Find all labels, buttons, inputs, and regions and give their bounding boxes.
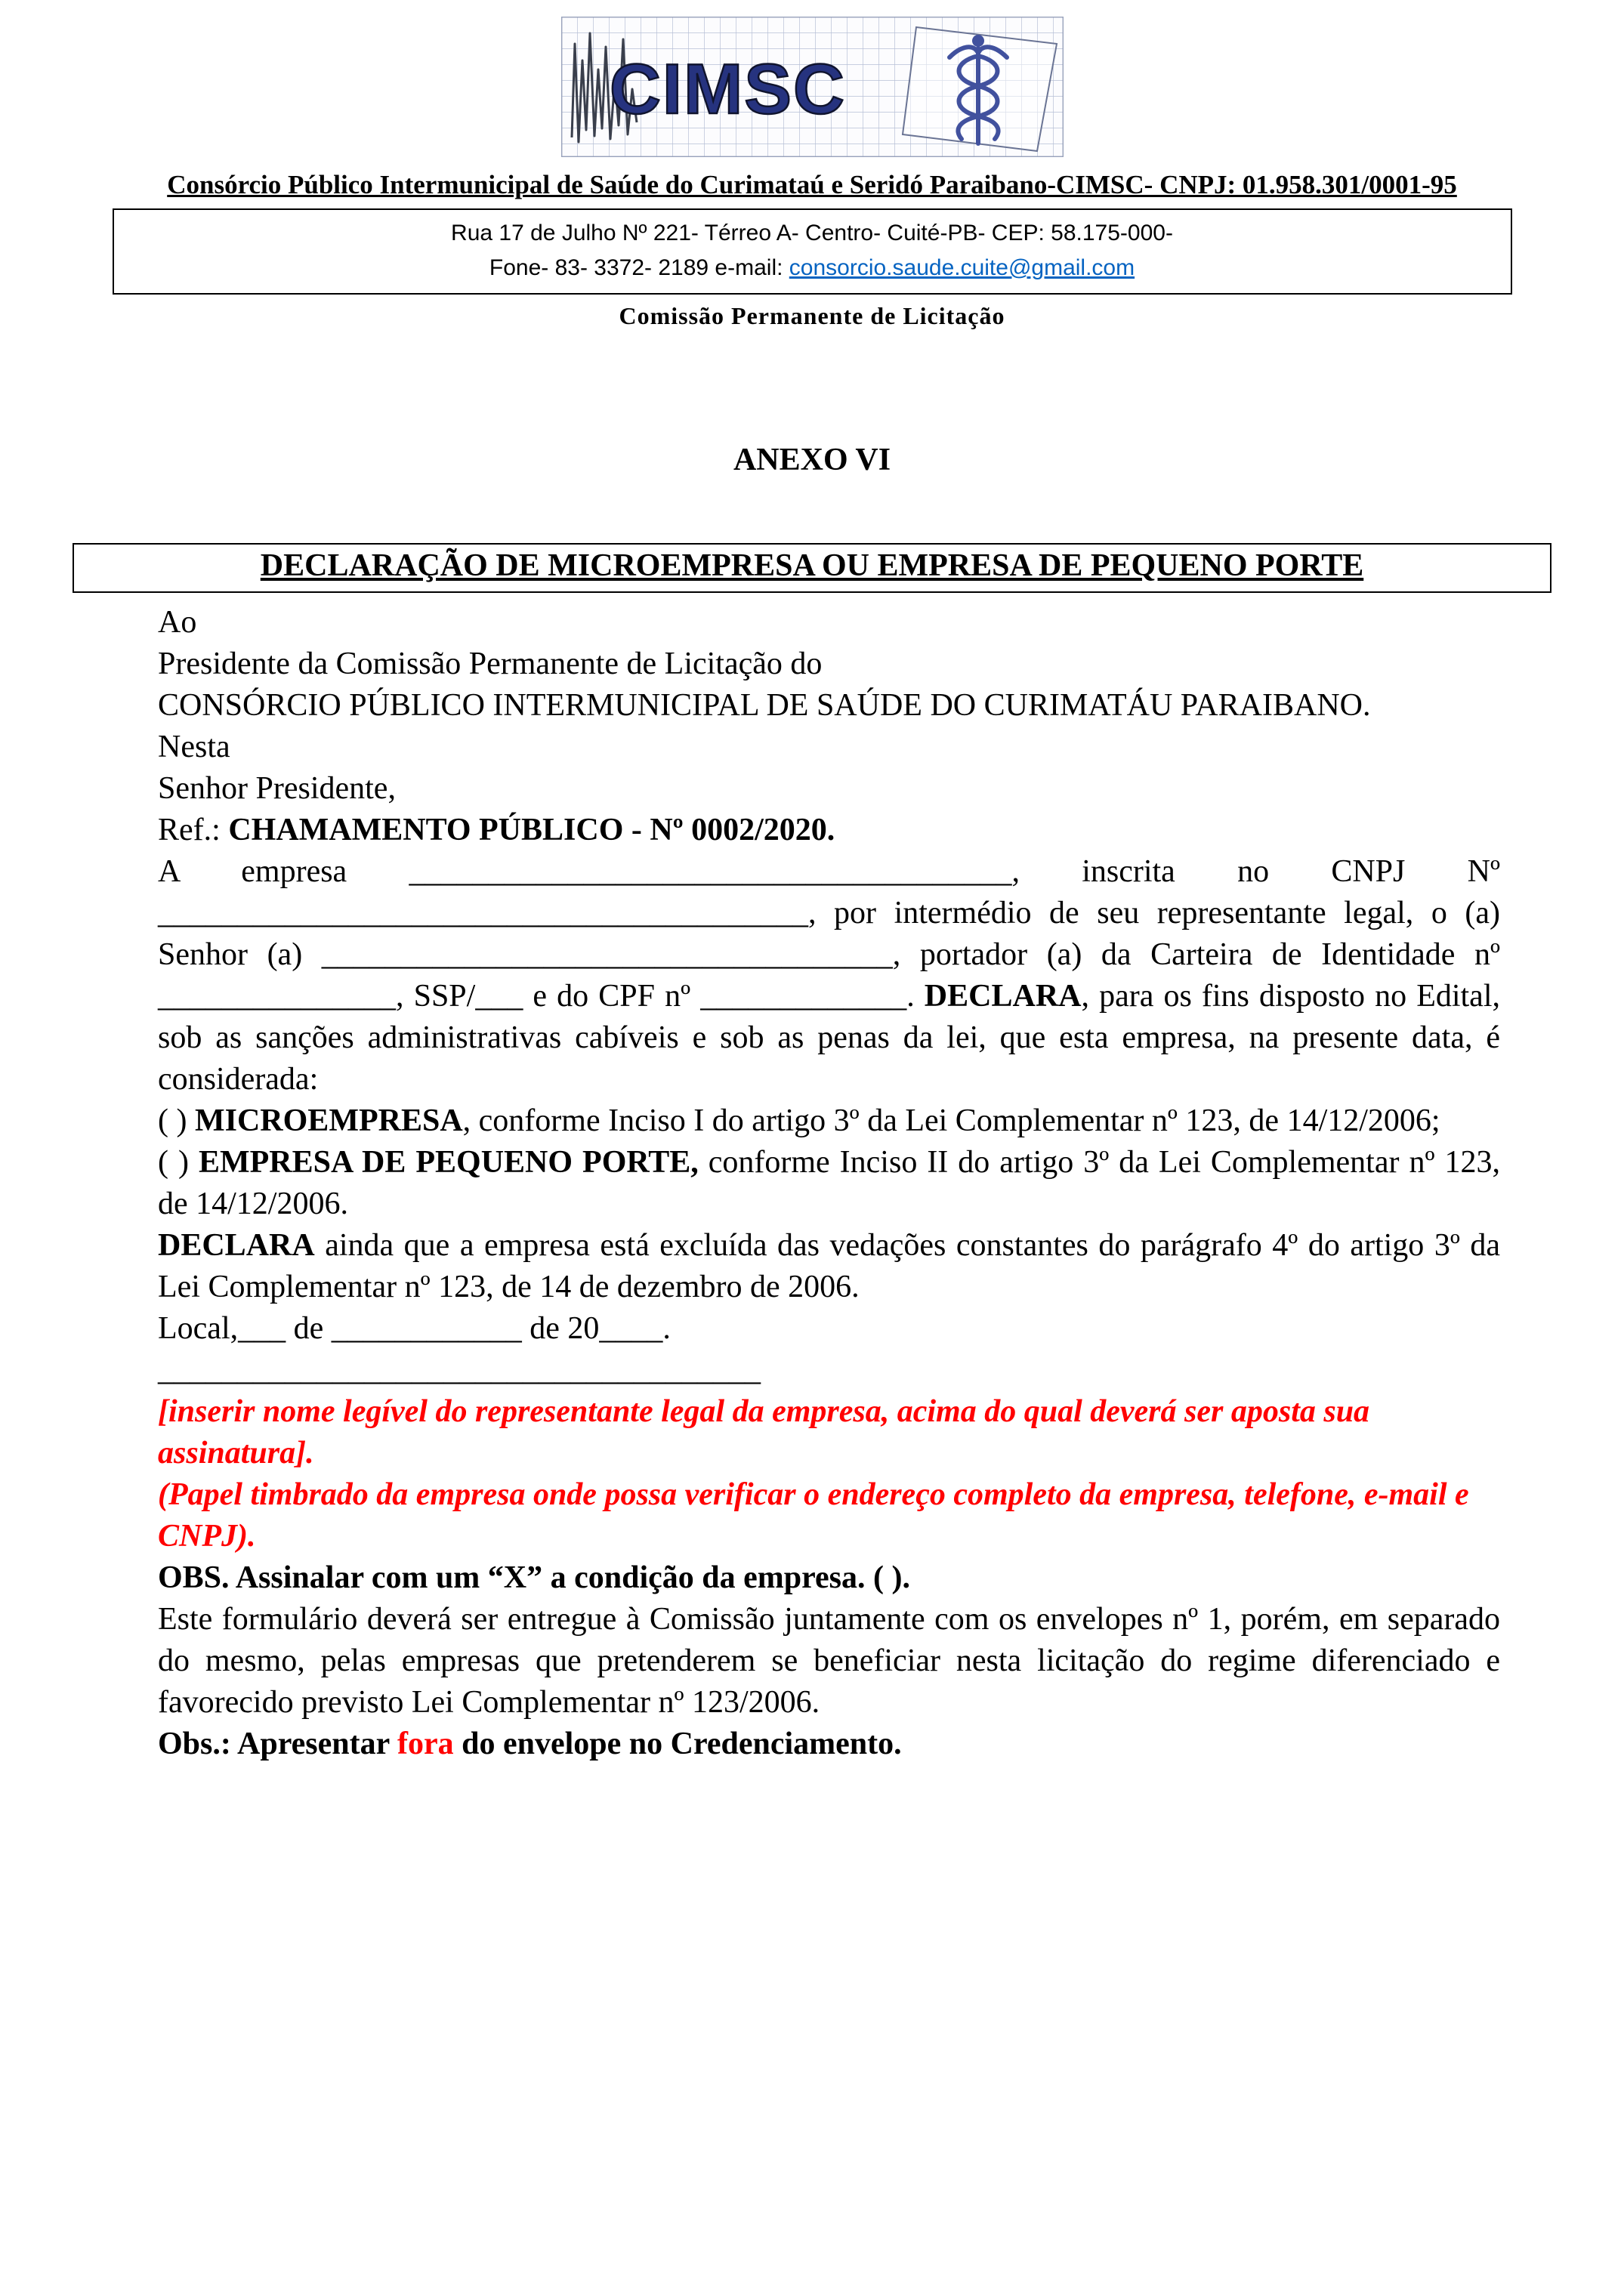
epp-option-line: ( ) EMPRESA DE PEQUENO PORTE, conforme Inciso II do artigo 3º da Lei Complementar nº 123, de 14/12/2006. bbox=[158, 1145, 1500, 1221]
address-line-1: Rua 17 de Julho Nº 221- Térreo A- Centro- Cuité-PB- CEP: 58.175-000- bbox=[451, 221, 1173, 245]
nesta-line: Nesta bbox=[158, 730, 230, 764]
phone-email-label: Fone- 83- 3372- 2189 e-mail: bbox=[489, 255, 789, 280]
declaration-title-box bbox=[73, 543, 1551, 593]
committee-label: Comissão Permanente de Licitação bbox=[619, 302, 1005, 329]
recipient-line-presidente: Presidente da Comissão Permanente de Licitação do bbox=[158, 647, 823, 681]
declaration-title: DECLARAÇÃO DE MICROEMPRESA OU EMPRESA DE PEQUENO PORTE bbox=[260, 548, 1364, 583]
recipient-line-ao: Ao bbox=[158, 605, 197, 640]
document-body bbox=[158, 602, 1500, 1765]
letterhead-note: (Papel timbrado da empresa onde possa verificar o endereço completo da empresa, telefone, e-mail e CNPJ). bbox=[158, 1477, 1469, 1554]
email-link[interactable]: consorcio.saude.cuite@gmail.com bbox=[789, 255, 1135, 280]
letterhead bbox=[0, 17, 1624, 330]
cimsc-logo-graphic bbox=[561, 17, 1064, 157]
logo-text: CIMSC bbox=[609, 49, 846, 128]
microempresa-option-line: ( ) MICROEMPRESA, conforme Inciso I do artigo 3º da Lei Complementar nº 123, de 14/12/2006; bbox=[158, 1103, 1440, 1138]
main-declaration-paragraph: A empresa ______________________________________, inscrita no CNPJ Nº _________________________________________, por intermédio de seu representante legal, o (a) Senhor (a) ____________________________________, portador (a) da Carteira de Identidade nº _______________, SSP/___ e do CPF nº _____________. DECLARA, para os fins disposto no Edital, sob as sanções administrativas cabíveis e sob as penas da lei, que esta empresa, na presente data, é considerada: bbox=[158, 854, 1500, 1097]
obs-paragraph: Este formulário deverá ser entregue à Comissão juntamente com os envelopes nº 1, porém, em separado do mesmo, pelas empresas que pretenderem se beneficiar nesta licitação do regime diferenciado e favorecido previsto Lei Complementar nº 123/2006. bbox=[158, 1602, 1500, 1720]
senhor-presidente-line: Senhor Presidente, bbox=[158, 771, 396, 806]
representative-note: [inserir nome legível do representante legal da empresa, acima do qual deverá ser aposta sua assinatura]. bbox=[158, 1394, 1370, 1470]
annex-title: ANEXO VI bbox=[733, 443, 891, 477]
address-line-2 bbox=[114, 251, 1511, 285]
address-box bbox=[113, 208, 1512, 295]
date-line: Local,___ de ____________ de 20____. bbox=[158, 1311, 671, 1346]
declara-exclusion-paragraph: DECLARA ainda que a empresa está excluída das vedações constantes do parágrafo 4º do artigo 3º da Lei Complementar nº 123, de 14 de dezembro de 2006. bbox=[158, 1228, 1500, 1304]
org-name-line: Consórcio Público Intermunicipal de Saúde do Curimataú e Seridó Paraibano-CIMSC- CNPJ: 01.958.301/0001-95 bbox=[167, 170, 1457, 199]
recipient-line-consorcio: CONSÓRCIO PÚBLICO INTERMUNICIPAL DE SAÚDE DO CURIMATÁU PARAIBANO. bbox=[158, 688, 1371, 723]
signature-line: ______________________________________ bbox=[158, 1353, 761, 1387]
ref-line: Ref.: CHAMAMENTO PÚBLICO - Nº 0002/2020. bbox=[158, 813, 835, 847]
cimsc-logo bbox=[561, 17, 1064, 157]
final-obs-line: Obs.: Apresentar fora do envelope no Credenciamento. bbox=[158, 1727, 902, 1761]
obs-instruction-line: OBS. Assinalar com um “X” a condição da empresa. ( ). bbox=[158, 1560, 910, 1595]
